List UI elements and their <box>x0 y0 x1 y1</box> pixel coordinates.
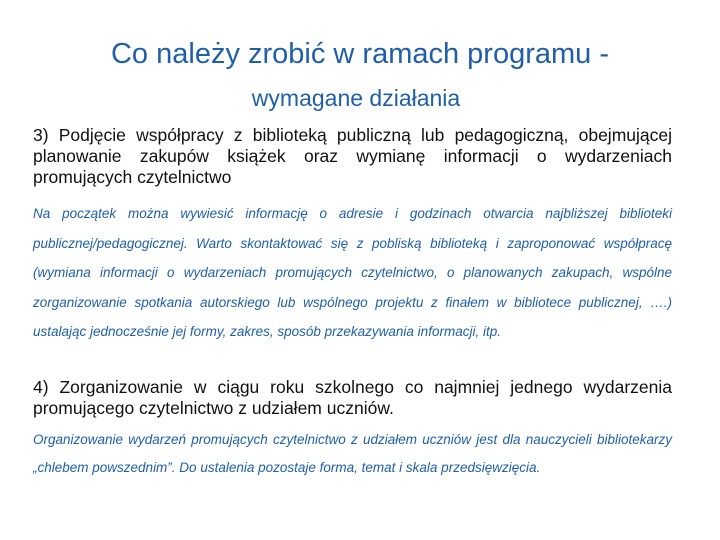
item-4-heading: 4) Zorganizowanie w ciągu roku szkolnego co najmniej jednego wydarzenia promującego czytelnictwo z udziałem uczniów. <box>33 377 672 418</box>
item-4-note: Organizowanie wydarzeń promujących czytelnictwo z udziałem uczniów jest dla nauczycieli bibliotekarzy „chlebem powszednim”. Do ustalenia pozostaje forma, temat i skala przedsięwzięcia. <box>33 432 672 475</box>
slide-subtitle: wymagane działania <box>251 85 461 111</box>
item-3-note: Na początek można wywiesić informację o adresie i godzinach otwarcia najbliższej biblioteki publicznej/pedagogicznej. Warto skontaktować się z pobliską biblioteką i zaproponować współpracę (wymiana informacji o wydarzeniach promujących czytelnictwo, o planowanych zakupach, wspólne zorganizowanie spotkania autorskiego lub wspólnego projektu z finałem w bibliotece publicznej, ….) ustalając jednocześnie jej formy, zakres, sposób przekazywania informacji, itp. <box>33 206 672 339</box>
slide-title: Co należy zrobić w ramach programu - <box>110 38 609 70</box>
item-3-heading: 3) Podjęcie współpracy z biblioteką publiczną lub pedagogiczną, obejmującej planowanie zakupów książek oraz wymianę informacji o wydarzeniach promujących czytelnictwo <box>33 125 672 187</box>
